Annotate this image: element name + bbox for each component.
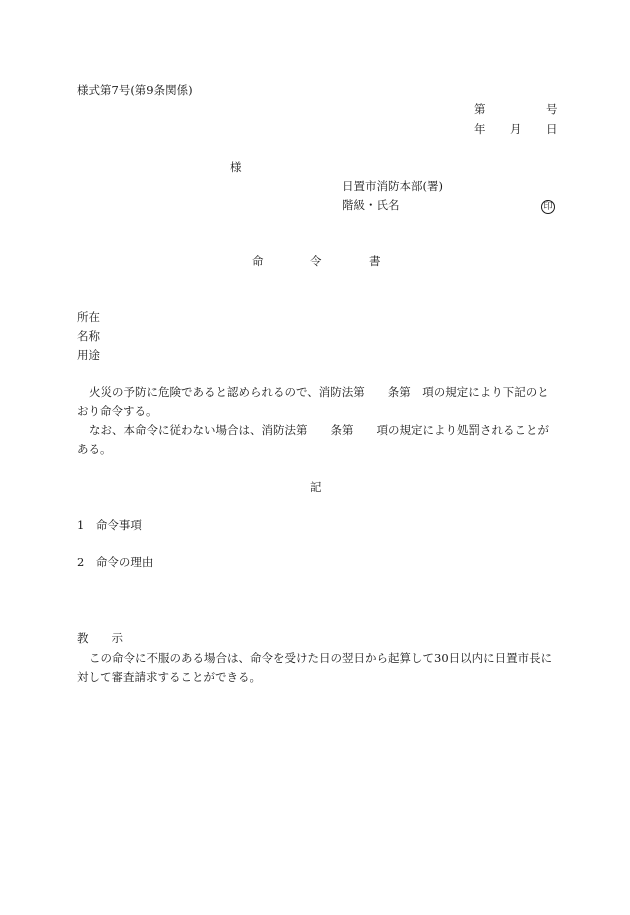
- form-number: 様式第7号(第9条関係): [77, 83, 193, 97]
- field-location: 所在: [77, 310, 100, 324]
- title-char-2: 令: [310, 254, 322, 268]
- body-paragraph-2: なお、本命令に従わない場合は、消防法第 条第 項の規定により処罰されることがある。: [77, 423, 549, 456]
- number-dai: 第: [474, 102, 486, 116]
- number-go: 号: [546, 102, 558, 116]
- item-order-reason: 2 命令の理由: [77, 555, 154, 569]
- field-use: 用途: [77, 348, 100, 362]
- item-order-matters: 1 命令事項: [77, 518, 142, 532]
- issuer-rank-name: 階級・氏名: [342, 198, 400, 212]
- addressee-suffix: 様: [230, 160, 242, 174]
- body-paragraph-1: 火災の予防に危険であると認められるので、消防法第 条第 項の規定により下記のとおり命令する。: [77, 385, 549, 418]
- notice-heading: 教 示: [77, 631, 123, 645]
- field-name: 名称: [77, 329, 100, 343]
- date-year: 年: [474, 122, 486, 136]
- notice-text: この命令に不服のある場合は、命令を受けた日の翌日から起算して30日以内に日置市長に対して審査請求することができる。: [77, 651, 553, 684]
- ki-heading: 記: [310, 480, 322, 494]
- title-char-3: 書: [369, 254, 381, 268]
- date-month: 月: [510, 122, 522, 136]
- date-day: 日: [546, 122, 558, 136]
- title-char-1: 命: [252, 254, 264, 268]
- issuer-department: 日置市消防本部(署): [342, 179, 443, 193]
- seal-icon: 印: [541, 200, 555, 214]
